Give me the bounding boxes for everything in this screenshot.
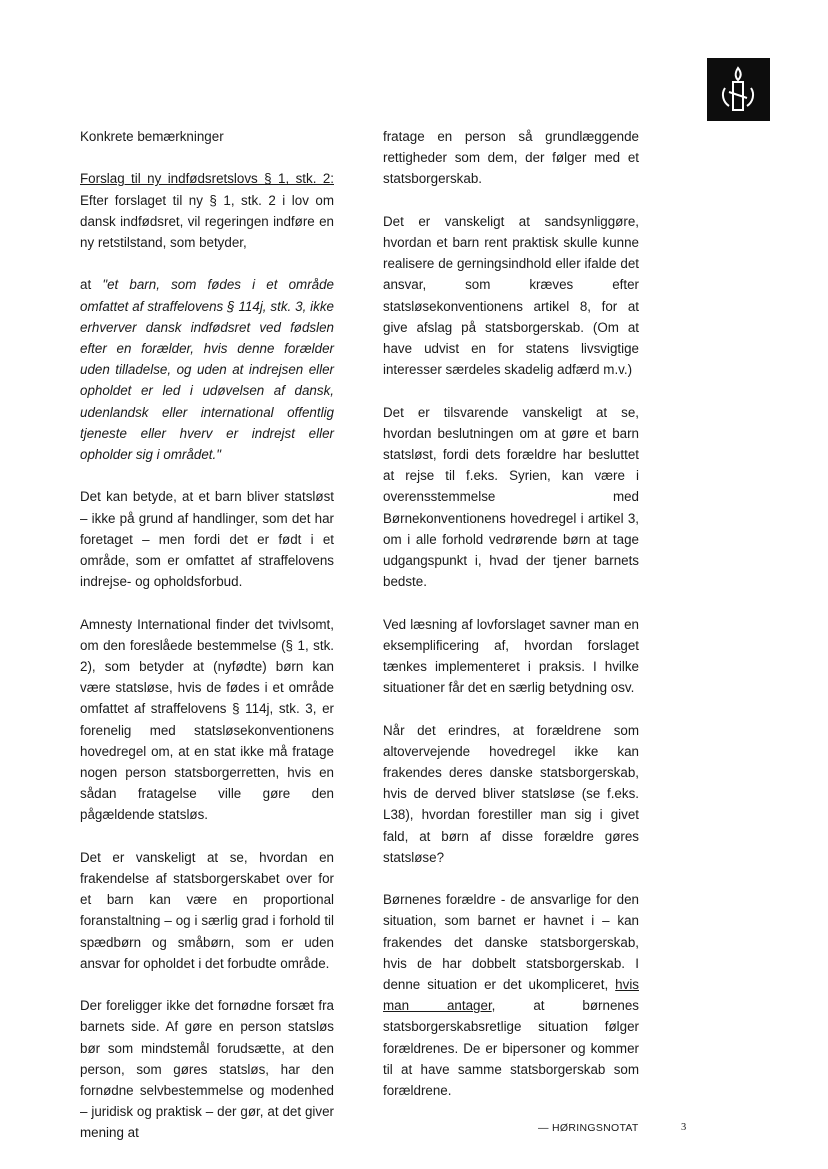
page-number: 3 bbox=[681, 1122, 687, 1133]
paragraph-proportionality: Det er vanskeligt at se, hvordan en frakendelse af statsborgerskabet over for et barn kan være en proportional foranstaltning – og i særlig grad i forhold til spædbørn og småbørn, som er uden ansvar for opholdet i det forbudte område. bbox=[80, 849, 334, 971]
right-column bbox=[383, 126, 639, 1122]
paragraph-intent: Der foreligger ikke det fornødne forsæt fra barnets side. Af gøre en person statsløs bør som mindstemål forudsætte, at den person, som gøres statsløs, har den fornødne selvbestemmelse og modenhed – juridisk og praktisk – der gør, at det giver mening at bbox=[80, 998, 334, 1141]
paragraph-proposal bbox=[80, 168, 334, 253]
dual-citizenship-text-b: , at børnenes statsborgerskabsretlige situation følger forældrenes. De er bipersoner og kommer til at have samme statsborgerskab som forældrene. bbox=[383, 998, 639, 1099]
paragraph-proposal-text: Efter forslaget til ny § 1, stk. 2 i lov om dansk indfødsret, vil regeringen indføre en ny retstilstand, som betyder, bbox=[80, 192, 334, 250]
underlined-phrase: hvis man antager bbox=[383, 977, 639, 1014]
left-column bbox=[80, 126, 334, 1165]
paragraph-examples: Ved læsning af lovforslaget savner man en eksemplificering af, hvordan forslaget tænkes implementeret i praksis. I hvilke situationer får det en særlig betydning osv. bbox=[383, 616, 639, 696]
paragraph-statelessness: Det kan betyde, at et barn bliver statsløst – ikke på grund af handlinger, som det har foretaget – men fordi det er født i et område, som er omfattet af straffelovens indrejse- og opholdsforbud. bbox=[80, 489, 334, 590]
paragraph-childrens-convention: Det er tilsvarende vanskeligt at se, hvordan beslutningen om at gøre et barn statsløst, fordi dets forældre har besluttet at rejse til f.eks. Syrien, kan være i overensstemmelse med Børnekonventionens hovedregel i artikel 3, om i alle forhold vedrørende børn at tage udgangspunkt i, hvad der tjener barnets bedste. bbox=[383, 404, 639, 590]
paragraph-convention-article8: Det er vanskeligt at sandsynliggøre, hvordan et barn rent praktisk skulle kunne realisere de gerningsindhold eller ifalde det ansvar, som kræves efter statsløsekonventionens artikel 8, for at give afslag på statsborgerskab. (Om at have udvist en for statens livsvigtige interesser særdeles skadelig adfærd m.v.) bbox=[383, 213, 639, 378]
dual-citizenship-text-a: Børnenes forældre - de ansvarlige for den situation, som barnet er havnet i – kan frakendes det danske statsborgerskab, hvis de har dobbelt statsborgerskab. I denne situation er det ukompliceret, bbox=[383, 892, 639, 993]
paragraph-parents-l38: Når det erindres, at forældrene som altovervejende hovedregel ikke kan frakendes deres danske statsborgerskab, hvis de derved bliver statsløse (se f.eks. L38), hvordan forestiller man sig i givet fald, at børn af disse forældre gøres statsløse? bbox=[383, 722, 639, 865]
paragraph-continuation: fratage en person så grundlæggende rettigheder som dem, der følger med et statsborgerskab. bbox=[383, 129, 639, 187]
paragraph-amnesty-doubt: Amnesty International finder det tvivlsomt, om den foreslåede bestemmelse (§ 1, stk. 2), som betyder at (nyfødte) børn kan være statsløse, hvis de fødes i et område omfattet af straffelovens § 114j, stk. 3, er forenelig med statsløsekonventionens hovedregel om, at en stat ikke må fratage nogen person statsborgerretten, hvis en sådan fratagelse ville gøre den pågældende statsløs. bbox=[80, 616, 334, 823]
quoted-provision: "et barn, som fødes i et område omfattet af straffelovens § 114j, stk. 3, ikke erhverver dansk indfødsret ved fødslen efter en forælder, hvis denne forælder uden tilladelse, og uden at indrejsen eller opholdet er led i udøvelsen af dansk, udenlandsk eller international offentlig tjeneste eller hverv er indrejst eller opholder sig i området." bbox=[80, 277, 334, 463]
paragraph-dual-citizenship bbox=[383, 889, 639, 1101]
amnesty-candle-icon bbox=[707, 58, 770, 121]
proposal-reference-link[interactable]: Forslag til ny indfødsretslovs § 1, stk. 2: bbox=[80, 171, 334, 187]
quote-prefix: at bbox=[80, 277, 103, 293]
footer-label: — HØRINGSNOTAT bbox=[538, 1122, 639, 1134]
paragraph-quote bbox=[80, 274, 334, 465]
section-heading: Konkrete bemærkninger bbox=[80, 129, 224, 144]
amnesty-logo bbox=[707, 58, 770, 121]
